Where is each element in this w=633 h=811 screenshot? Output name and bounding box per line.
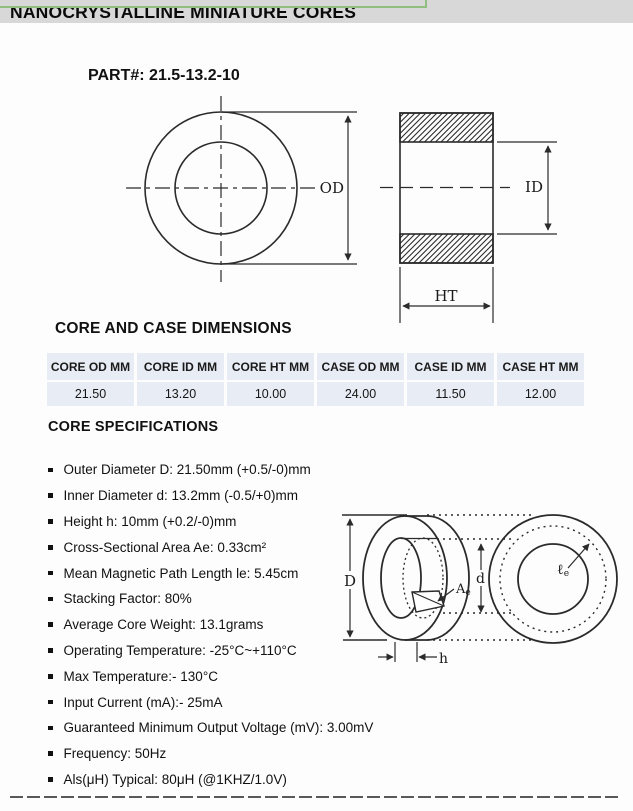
list-item: Operating Temperature: -25°C~+110°C <box>48 638 468 664</box>
core-3d-dimension-diagram <box>337 500 633 675</box>
bullet-square-icon <box>48 597 53 602</box>
page-title: NANOCRYSTALLINE MINIATURE CORES <box>10 2 357 22</box>
val-core-ht: 10.00 <box>227 382 314 406</box>
bullet-square-icon <box>48 648 53 653</box>
list-item: Input Current (mA):- 25mA <box>48 689 468 715</box>
bullet-square-icon <box>48 777 53 782</box>
core-side-view-drawing <box>378 95 580 327</box>
bullet-square-icon <box>48 751 53 756</box>
table-header-row <box>47 353 584 380</box>
height-label: h <box>439 651 449 667</box>
id-dimension-label: ID <box>525 178 543 196</box>
footer-divider <box>10 796 622 798</box>
bullet-square-icon <box>48 726 53 731</box>
list-item: Cross-Sectional Area Ae: 0.33cm² <box>48 534 468 560</box>
inner-diameter-label: d <box>476 571 485 587</box>
bullet-square-icon <box>48 674 53 679</box>
bullet-square-icon <box>48 622 53 627</box>
bullet-square-icon <box>48 571 53 576</box>
col-core-id: CORE ID MM <box>137 353 224 380</box>
part-number-heading: PART#: 21.5-13.2-10 <box>88 67 240 84</box>
specifications-heading: CORE SPECIFICATIONS <box>48 419 219 435</box>
col-case-od: CASE OD MM <box>317 353 404 380</box>
hatched-bottom-band <box>400 234 493 263</box>
list-item: Inner Diameter d: 13.2mm (-0.5/+0)mm <box>48 483 468 509</box>
bullet-square-icon <box>48 700 53 705</box>
val-case-ht: 12.00 <box>497 382 584 406</box>
list-item: Frequency: 50Hz <box>48 741 468 767</box>
list-item: Guaranteed Minimum Output Voltage (mV): 3.00mV <box>48 715 468 741</box>
cross-section-area-label: Ae <box>456 582 471 598</box>
bullet-square-icon <box>48 468 53 473</box>
hatched-top-band <box>400 113 493 142</box>
list-item: Als(μH) Typical: 80μH (@1KHZ/1.0V) <box>48 767 468 793</box>
list-item: Max Temperature:- 130°C <box>48 663 468 689</box>
val-core-id: 13.20 <box>137 382 224 406</box>
green-accent-box <box>0 0 427 8</box>
val-core-od: 21.50 <box>47 382 134 406</box>
val-case-od: 24.00 <box>317 382 404 406</box>
list-item: Mean Magnetic Path Length le: 5.45cm <box>48 560 468 586</box>
bullet-square-icon <box>48 545 53 550</box>
list-item: Outer Diameter D: 21.50mm (+0.5/-0)mm <box>48 457 468 483</box>
list-item: Height h: 10mm (+0.2/-0)mm <box>48 509 468 535</box>
col-core-od: CORE OD MM <box>47 353 134 380</box>
outer-diameter-label: D <box>344 572 357 590</box>
bullet-square-icon <box>48 519 53 524</box>
bullet-square-icon <box>48 493 53 498</box>
core-case-dimensions-table <box>44 351 587 408</box>
table-value-row <box>47 382 584 406</box>
col-core-ht: CORE HT MM <box>227 353 314 380</box>
od-dimension-label: OD <box>319 179 344 197</box>
col-case-ht: CASE HT MM <box>497 353 584 380</box>
core-front-view-drawing <box>118 86 362 292</box>
dimensions-heading: CORE AND CASE DIMENSIONS <box>55 320 292 337</box>
ht-dimension-label: HT <box>434 287 458 305</box>
val-case-id: 11.50 <box>407 382 494 406</box>
list-item: Average Core Weight: 13.1grams <box>48 612 468 638</box>
col-case-id: CASE ID MM <box>407 353 494 380</box>
mean-path-length-label: ℓe <box>557 562 570 579</box>
list-item: Stacking Factor: 80% <box>48 586 468 612</box>
